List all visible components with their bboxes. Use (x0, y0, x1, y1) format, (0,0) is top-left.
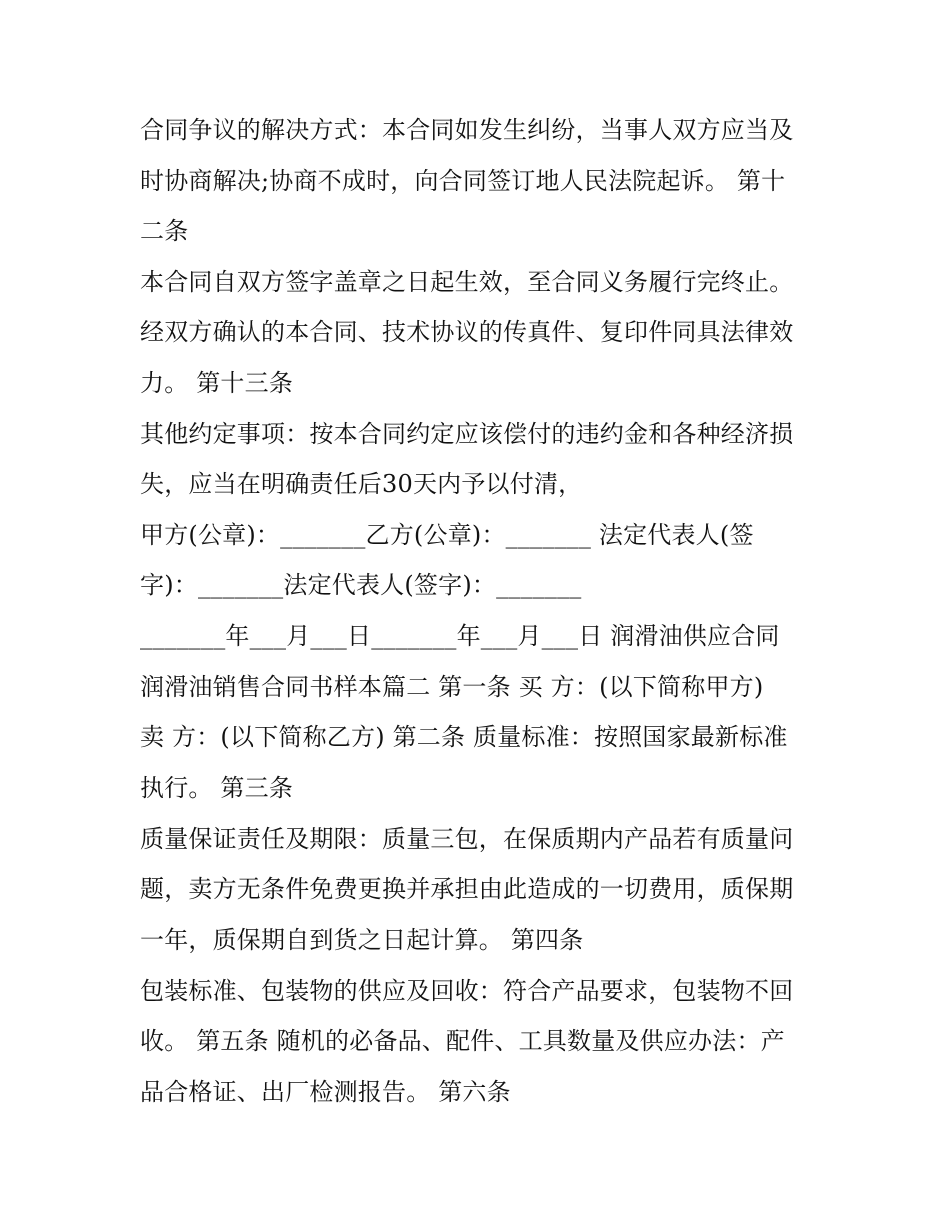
text-line: 二条 (140, 217, 189, 245)
text-line: 失，应当在明确责任后30天内予以付清， (140, 470, 583, 498)
text-line: 品合格证、出厂检测报告。 第六条 (140, 1078, 511, 1106)
text-line: 包装标准、包装物的供应及回收：符合产品要求，包装物不回 (140, 977, 794, 1005)
text-line: 时协商解决;协商不成时，向合同签订地人民法院起诉。 第十 (140, 167, 786, 195)
text-line: 卖 方：(以下简称乙方) 第二条 质量标准：按照国家最新标准 (140, 723, 788, 751)
text-line: 字)：_______法定代表人(签字)：_______ (140, 571, 582, 599)
text-line: 润滑油销售合同书样本篇二 第一条 买 方：(以下简称甲方) (140, 673, 764, 701)
text-line: _______年___月___日_______年___月___日 润滑油供应合同 (140, 622, 780, 650)
text-line: 其他约定事项：按本合同约定应该偿付的违约金和各种经济损 (140, 420, 794, 448)
text-line: 甲方(公章)：_______乙方(公章)：_______ 法定代表人(签 (140, 521, 754, 549)
text-line: 执行。 第三条 (140, 774, 294, 802)
text-line: 力。 第十三条 (140, 369, 294, 397)
text-line: 收。 第五条 随机的必备品、配件、工具数量及供应办法：产 (140, 1027, 785, 1055)
text-line: 题，卖方无条件免费更换并承担由此造成的一切费用，质保期 (140, 875, 794, 903)
text-line: 经双方确认的本合同、技术协议的传真件、复印件同具法律效 (140, 318, 794, 346)
text-line: 质量保证责任及期限：质量三包，在保质期内产品若有质量问 (140, 825, 794, 853)
text-line: 一年，质保期自到货之日起计算。 第四条 (140, 926, 584, 954)
text-line: 本合同自双方签字盖章之日起生效，至合同义务履行完终止。 (140, 268, 794, 296)
text-line: 合同争议的解决方式：本合同如发生纠纷，当事人双方应当及 (140, 116, 794, 144)
